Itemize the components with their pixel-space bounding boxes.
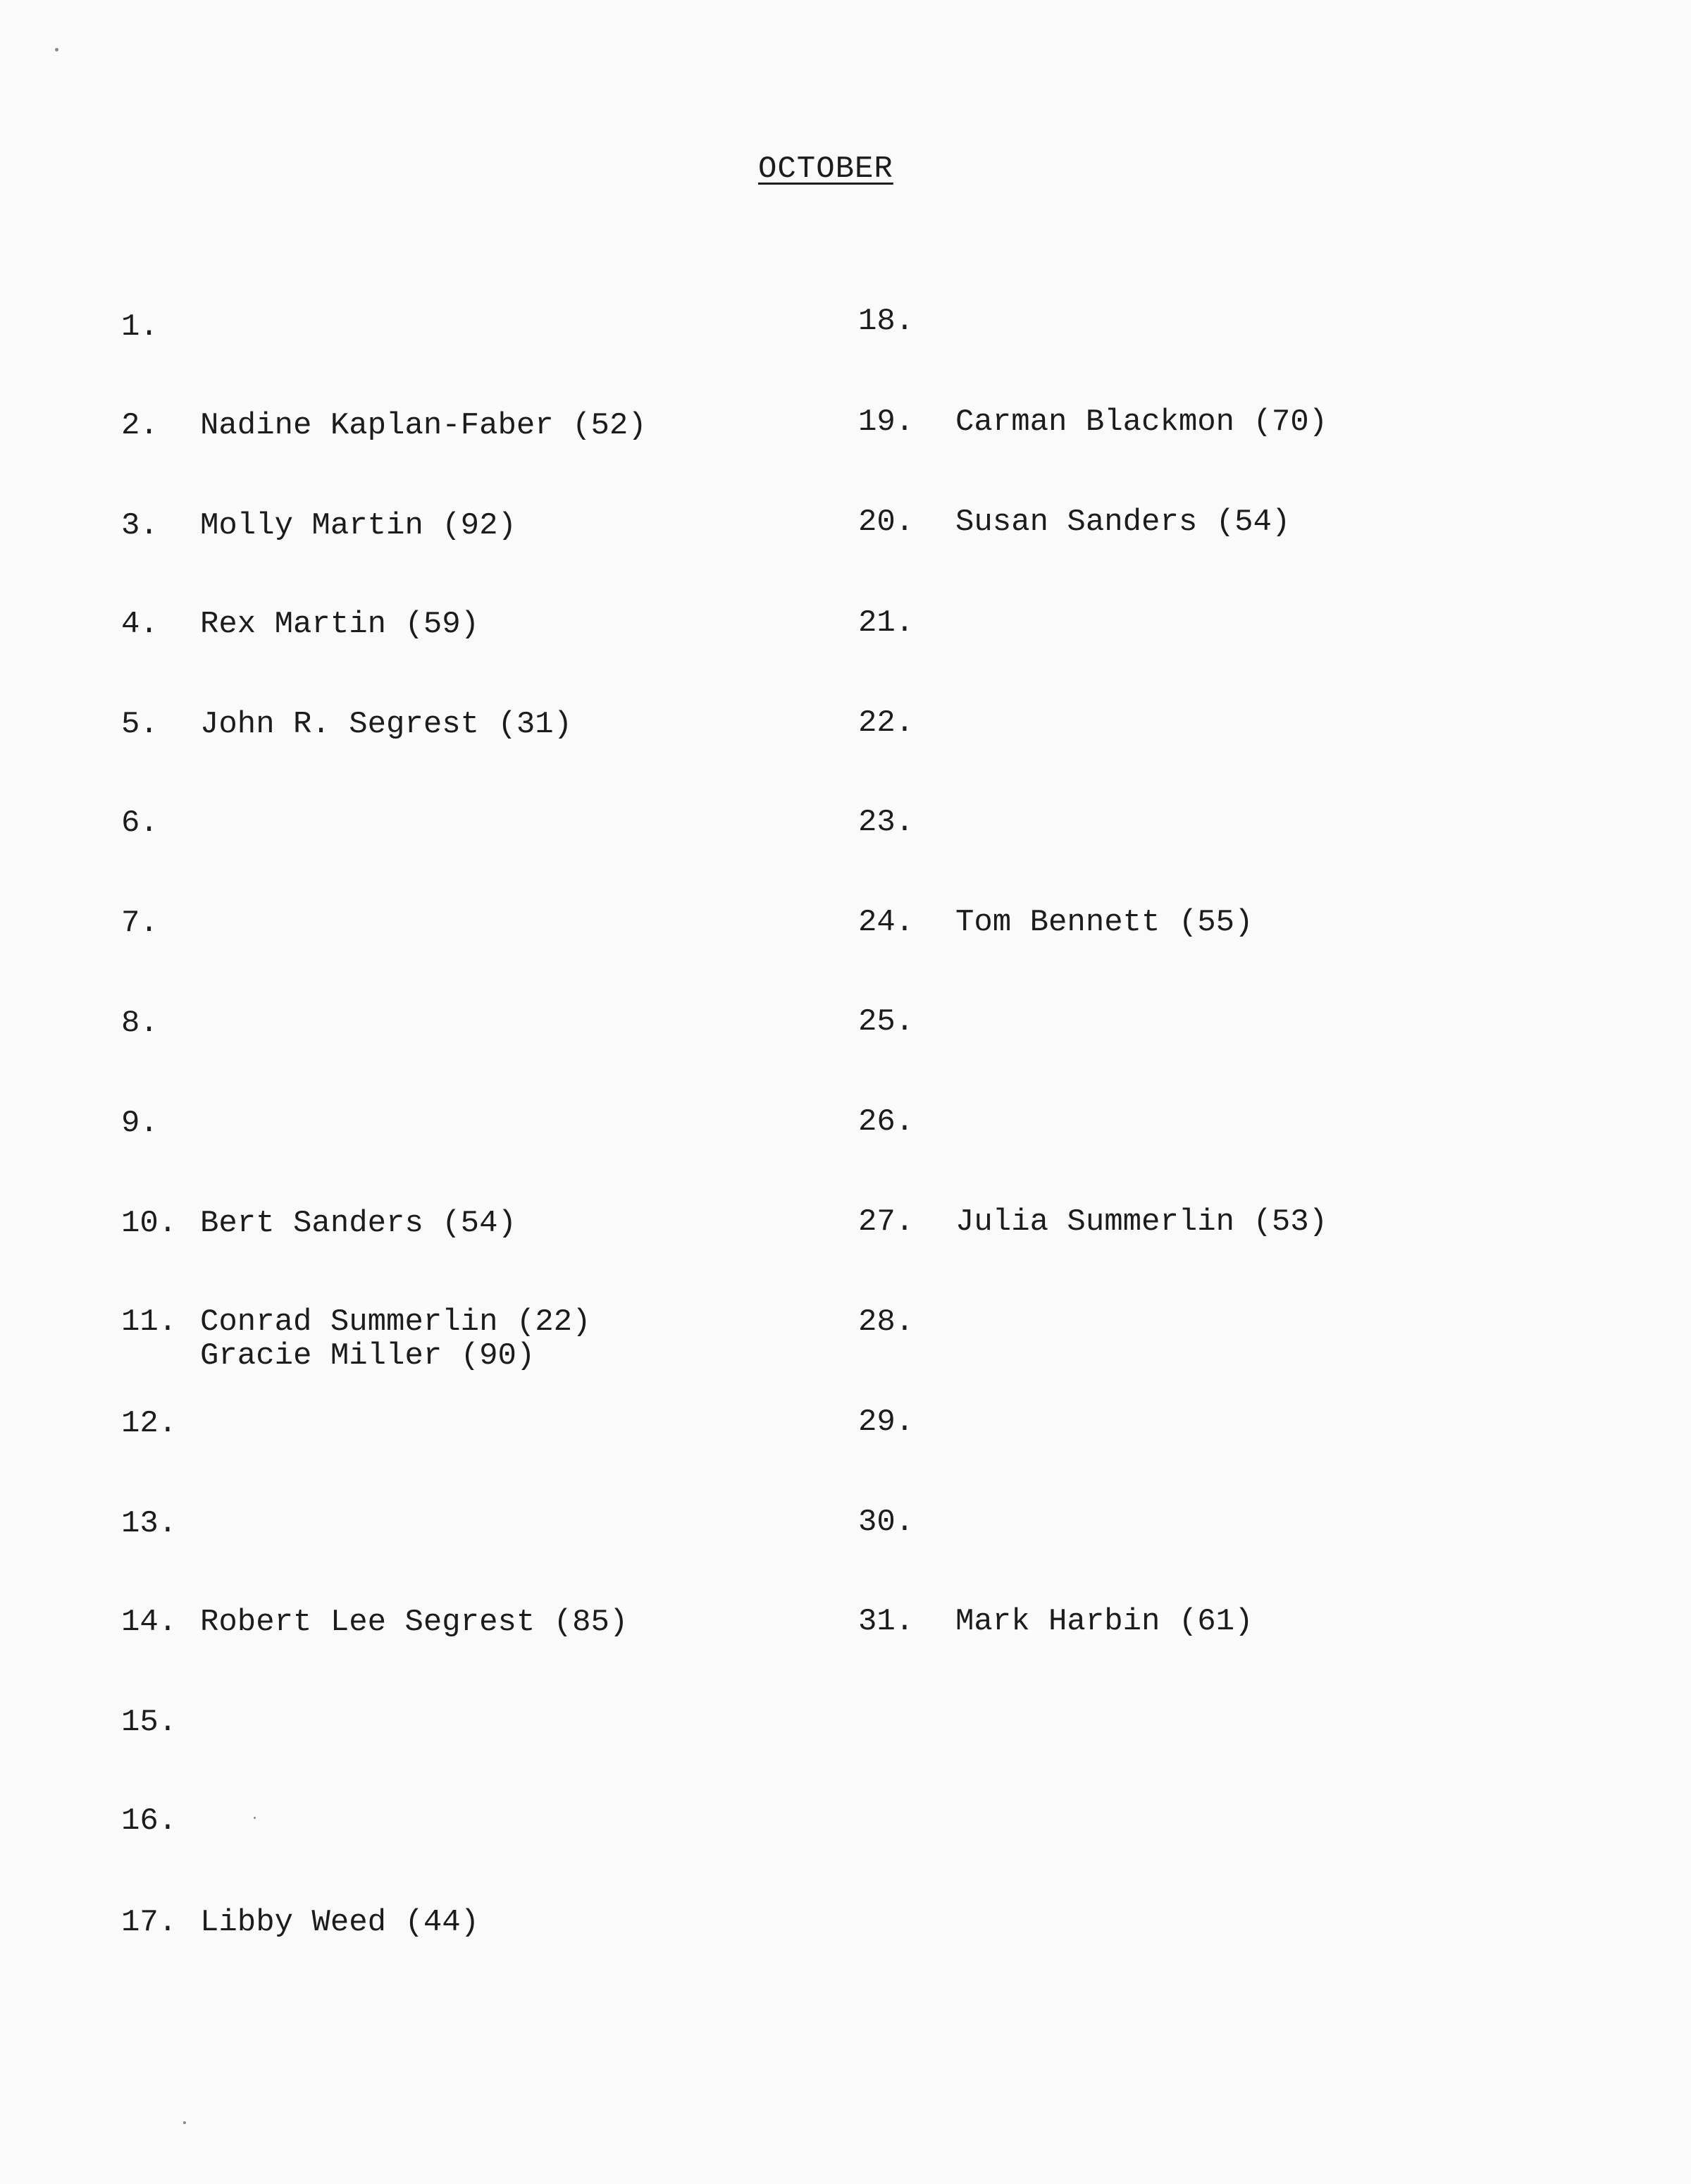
day-number: 16. (121, 1803, 178, 1839)
name-list (200, 409, 647, 443)
person-name: Rex Martin (59) (200, 607, 480, 642)
day-number: 26. (858, 1104, 915, 1140)
day-number: 3. (121, 508, 159, 543)
name-list (955, 405, 1327, 439)
page-title: OCTOBER (758, 152, 893, 187)
day-number: 31. (858, 1604, 915, 1639)
day-number: 28. (858, 1304, 915, 1340)
person-name: Nadine Kaplan-Faber (52) (200, 408, 647, 443)
day-number: 9. (121, 1106, 159, 1141)
day-number: 24. (858, 905, 915, 940)
person-name: Bert Sanders (54) (200, 1206, 516, 1241)
day-number: 13. (121, 1506, 178, 1541)
person-name: Tom Bennett (55) (955, 905, 1253, 940)
person-name: Gracie Miller (90) (200, 1338, 535, 1374)
day-number: 4. (121, 607, 159, 642)
day-number: 20. (858, 505, 915, 540)
day-number: 11. (121, 1304, 178, 1340)
name-list (955, 1205, 1327, 1239)
name-list (200, 1605, 628, 1639)
day-number: 14. (121, 1605, 178, 1640)
person-name: Molly Martin (92) (200, 508, 516, 543)
day-number: 5. (121, 707, 159, 742)
person-name: John R. Segrest (31) (200, 707, 573, 742)
day-number: 25. (858, 1004, 915, 1039)
person-name: Robert Lee Segrest (85) (200, 1605, 628, 1640)
day-number: 1. (121, 309, 159, 345)
name-list (200, 1906, 479, 1939)
name-list (200, 1305, 591, 1373)
name-list (955, 1605, 1253, 1639)
name-list (200, 509, 516, 543)
person-name: Julia Summerlin (53) (955, 1204, 1328, 1240)
paper-speck (254, 1817, 256, 1819)
day-number: 30. (858, 1505, 915, 1540)
name-list (955, 505, 1290, 539)
day-number: 8. (121, 1006, 159, 1041)
day-number: 22. (858, 705, 915, 741)
name-list (200, 607, 479, 641)
day-number: 29. (858, 1405, 915, 1440)
day-number: 21. (858, 605, 915, 641)
day-number: 15. (121, 1705, 178, 1740)
day-number: 17. (121, 1905, 178, 1940)
day-number: 18. (858, 304, 915, 339)
person-name: Libby Weed (44) (200, 1905, 480, 1940)
person-name: Conrad Summerlin (22) (200, 1304, 591, 1340)
day-number: 6. (121, 806, 159, 841)
person-name: Carman Blackmon (70) (955, 405, 1328, 440)
paper-speck (55, 48, 58, 51)
name-list (200, 708, 572, 741)
day-number: 10. (121, 1206, 178, 1241)
day-number: 23. (858, 805, 915, 840)
day-number: 2. (121, 408, 159, 443)
name-list (200, 1207, 516, 1240)
day-number: 12. (121, 1406, 178, 1441)
person-name: Susan Sanders (54) (955, 505, 1291, 540)
day-number: 27. (858, 1204, 915, 1240)
person-name: Mark Harbin (61) (955, 1604, 1253, 1639)
paper-speck (183, 2121, 186, 2124)
day-number: 7. (121, 906, 159, 941)
name-list (955, 906, 1253, 939)
day-number: 19. (858, 405, 915, 440)
